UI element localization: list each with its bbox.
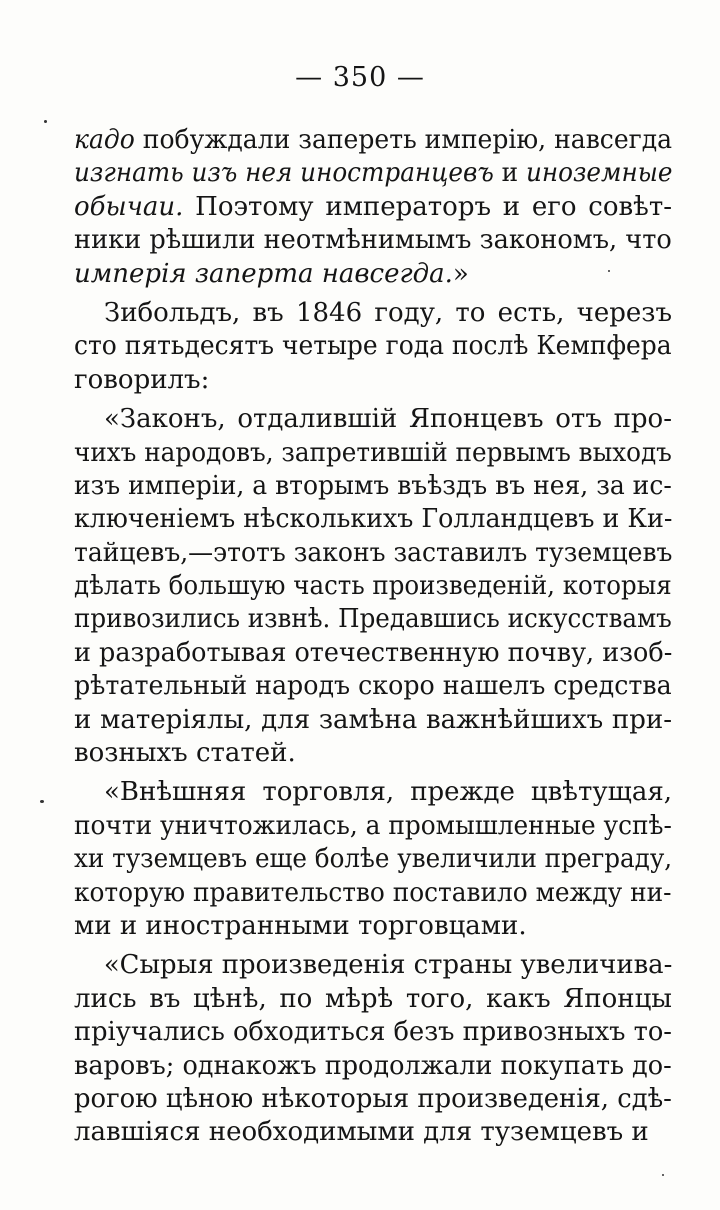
- text-line: [74, 258, 672, 291]
- text-line: [74, 570, 672, 603]
- text-line: [74, 983, 672, 1016]
- text-line: [74, 297, 672, 330]
- text-run: изъ имперіи, а вторымъ въѣздъ въ нея, за ис-: [74, 470, 672, 501]
- text-run: и матеріялы, для замѣна важнѣйшихъ при-: [74, 704, 672, 735]
- print-speck: [662, 1174, 664, 1176]
- print-speck: [608, 270, 610, 272]
- text-line: [74, 949, 672, 982]
- text-run: привозились извнѣ. Предавшись искусствамъ: [74, 604, 672, 635]
- page-number: — 350 —: [295, 62, 425, 93]
- text-line: [74, 670, 672, 703]
- text-run: варовъ; однакожъ продолжали покупать до-: [74, 1050, 672, 1081]
- italic-text: имперія заперта навсегда.: [74, 258, 453, 289]
- text-run: дѣлать большую часть произведеній, которыя: [74, 571, 672, 602]
- text-line: [74, 470, 672, 503]
- text-run: рѣтательный народъ скоро нашелъ средства: [74, 671, 672, 702]
- print-speck: [44, 120, 47, 123]
- text-line: [74, 737, 672, 770]
- text-run: которую правительство поставило между ни-: [74, 877, 672, 908]
- text-run: тайцевъ,—этотъ законъ заставилъ туземцевъ: [74, 537, 673, 568]
- paragraph: [74, 297, 672, 397]
- text-run: побуждали запереть имперію, навсегда: [134, 125, 673, 155]
- italic-text: иноземные: [525, 158, 673, 189]
- text-run: ники рѣшили неотмѣнимымъ закономъ, что: [74, 225, 672, 256]
- text-line: [74, 810, 672, 843]
- text-line: [74, 330, 672, 363]
- text-run: «Внѣшняя торговля, прежде цвѣтущая,: [104, 777, 672, 808]
- text-line: [74, 1016, 672, 1049]
- text-line: [74, 537, 672, 570]
- text-line: [74, 603, 672, 636]
- text-run: ключеніемъ нѣсколькихъ Голландцевъ и Ки-: [74, 504, 673, 535]
- text-line: [74, 843, 672, 876]
- text-line: [74, 1083, 672, 1116]
- text-run: сто пятьдесятъ четыре года послѣ Кемпфера: [74, 331, 672, 362]
- text-line: [74, 191, 672, 224]
- text-line: [74, 157, 672, 190]
- text-run: «Законъ, отдалившій Японцевъ отъ про-: [104, 404, 672, 435]
- text-run: и: [493, 158, 526, 189]
- text-line: [74, 403, 672, 436]
- text-run: лись въ цѣнѣ, по мѣрѣ того, какъ Японцы: [74, 983, 672, 1014]
- italic-text: обычаи.: [74, 191, 184, 222]
- paragraph: [74, 776, 672, 943]
- text-run: лавшіяся необходимыми для туземцевъ и: [74, 1117, 649, 1148]
- text-run: Зибольдъ, въ 1846 году, то есть, черезъ: [104, 297, 672, 328]
- text-line: [74, 437, 672, 470]
- paragraph: [74, 949, 672, 1149]
- text-run: чихъ народовъ, запретившій первымъ выходъ: [74, 437, 672, 468]
- text-run: Поэтому императоръ и его совѣт-: [183, 191, 672, 222]
- text-run: возныхъ статей.: [74, 738, 296, 769]
- text-run: »: [452, 258, 469, 289]
- body-text: [74, 124, 672, 1150]
- text-run: рогою цѣною нѣкоторыя произведенія, сдѣ-: [74, 1083, 672, 1114]
- text-run: пріучались обходиться безъ привозныхъ то-: [74, 1017, 672, 1048]
- paragraph: [74, 124, 672, 291]
- paragraph: [74, 403, 672, 770]
- italic-text: изгнать изъ нея иностранцевъ: [74, 158, 494, 189]
- text-run: хи туземцевъ еще болѣе увеличили преграду,: [74, 844, 673, 875]
- text-line: [74, 637, 672, 670]
- text-line: [74, 1116, 672, 1149]
- text-line: [74, 503, 672, 536]
- text-run: «Сырыя произведенія страны увеличива-: [103, 950, 673, 981]
- text-line: [74, 877, 672, 910]
- italic-text: кадо: [74, 125, 135, 155]
- text-line: [74, 124, 672, 157]
- text-line: [74, 776, 672, 809]
- text-run: говорилъ:: [74, 364, 210, 395]
- text-run: ми и иностранными торговцами.: [74, 910, 527, 941]
- text-line: [74, 1050, 672, 1083]
- print-speck: [40, 800, 44, 803]
- text-line: [74, 910, 672, 943]
- text-run: и разработывая отечественную почву, изоб-: [74, 637, 673, 668]
- text-line: [74, 704, 672, 737]
- text-run: почти уничтожилась, а промышленные успѣ-: [74, 810, 672, 841]
- text-line: [74, 224, 672, 257]
- text-line: [74, 364, 672, 397]
